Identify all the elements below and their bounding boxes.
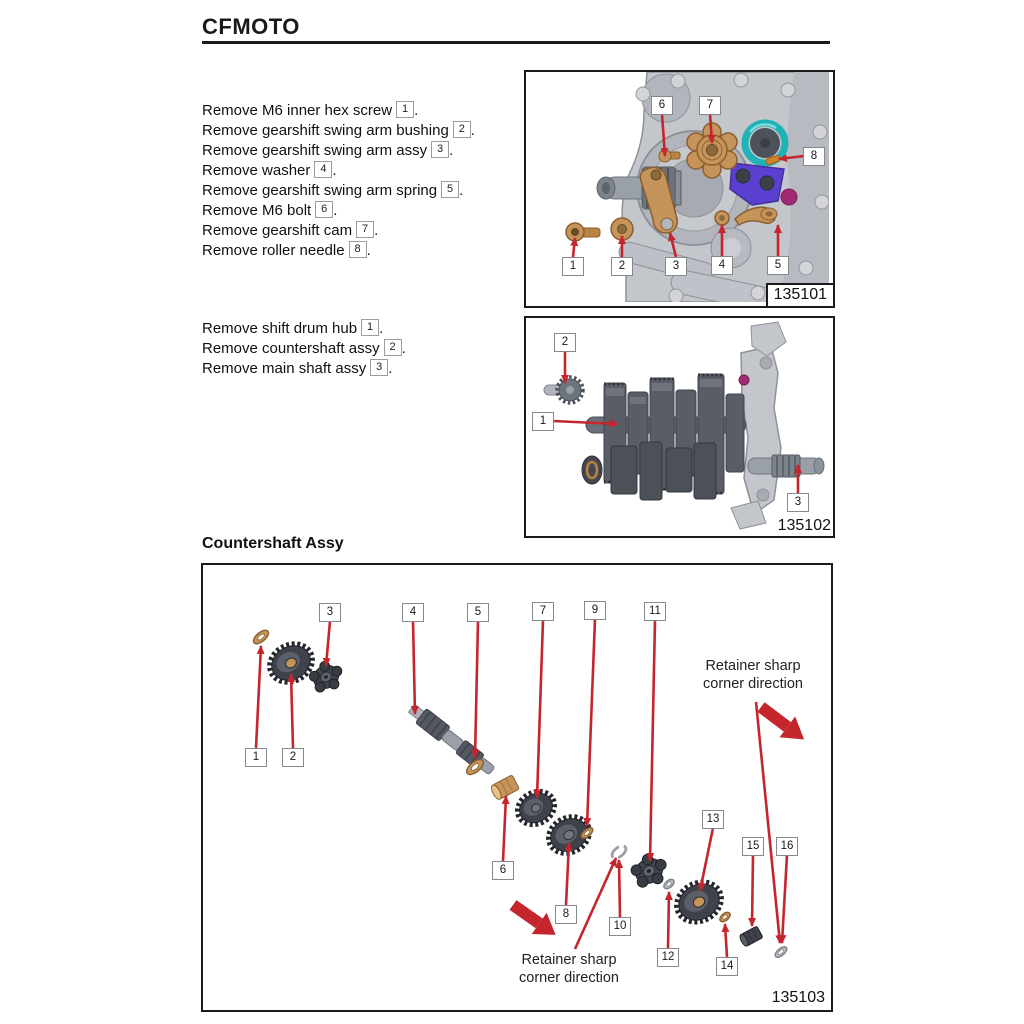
callout-arrow: [256, 646, 261, 748]
step-text: Remove M6 inner hex screw: [202, 102, 393, 119]
callout-box: 2: [554, 333, 576, 352]
callout-arrow: [650, 620, 655, 861]
instruction-step: [202, 339, 406, 359]
callout-arrow: [413, 621, 415, 714]
step-ref-box: 2: [453, 121, 471, 138]
callout-box: 2: [282, 748, 304, 767]
instruction-step: [202, 161, 475, 181]
step-text: Remove gearshift swing arm bushing: [202, 122, 449, 139]
step-text: Remove gearshift swing arm assy: [202, 142, 428, 159]
callout-box: 8: [803, 147, 825, 166]
retainer-note-top: Retainer sharp corner direction: [703, 658, 803, 692]
step-ref-box: 2: [384, 339, 402, 356]
callout-arrow: [475, 621, 478, 758]
figure-code-label: 135102: [777, 517, 831, 534]
step-ref-box: 5: [441, 181, 459, 198]
step-period: .: [449, 142, 454, 159]
instruction-step: [202, 101, 475, 121]
callout-box: 13: [702, 810, 724, 829]
output-shaft: [748, 455, 824, 477]
figure-gearshift-removal: [524, 70, 835, 308]
callout-arrow: [503, 796, 506, 861]
callout-arrow: [587, 619, 595, 826]
washer-part: [717, 910, 733, 924]
callout-box: 11: [644, 602, 666, 621]
callout-box: 10: [609, 917, 631, 936]
instruction-step: [202, 141, 475, 161]
step-period: .: [374, 222, 379, 239]
step-period: .: [401, 340, 406, 357]
step-text: Remove gearshift cam: [202, 222, 353, 239]
callout-arrow: [668, 892, 669, 948]
callout-box: 4: [402, 603, 424, 622]
step-period: .: [414, 102, 419, 119]
figure-countershaft-exploded: [201, 563, 833, 1012]
step-period: .: [459, 182, 464, 199]
callout-box: 3: [665, 257, 687, 276]
callout-box: 14: [716, 957, 738, 976]
step-period: .: [379, 320, 384, 337]
step-text: Remove main shaft assy: [202, 360, 367, 377]
callout-box: 1: [562, 257, 584, 276]
step-text: Remove countershaft assy: [202, 340, 380, 357]
callout-box: 15: [742, 837, 764, 856]
callout-arrow: [537, 620, 543, 798]
callout-box: 7: [699, 96, 721, 115]
instruction-step: [202, 319, 406, 339]
callout-box: 8: [555, 905, 577, 924]
counter-shaft-cluster: [582, 442, 716, 500]
instruction-step: [202, 121, 475, 141]
callout-box: 1: [245, 748, 267, 767]
shaft-part: [406, 701, 497, 778]
callout-arrow: [752, 855, 753, 926]
callout-box: 5: [467, 603, 489, 622]
gear-part: [669, 874, 729, 930]
step-ref-box: 3: [431, 141, 449, 158]
callout-arrow: [725, 924, 727, 957]
step-ref-box: 6: [315, 201, 333, 218]
instruction-step: [202, 221, 475, 241]
instruction-step: [202, 359, 406, 379]
instruction-step: [202, 181, 475, 201]
removal-steps-list-1: [202, 101, 475, 261]
step-ref-box: 3: [370, 359, 388, 376]
callout-box: 2: [611, 257, 633, 276]
step-period: .: [332, 162, 337, 179]
magenta-knob: [781, 189, 797, 205]
step-period: .: [366, 242, 371, 259]
callout-box: 4: [711, 256, 733, 275]
figure-code-label: 135101: [766, 283, 833, 306]
retainer-note-bottom: Retainer sharp corner direction: [519, 952, 619, 986]
step-text: Remove gearshift swing arm spring: [202, 182, 438, 199]
step-period: .: [470, 122, 475, 139]
removal-steps-list-2: [202, 319, 406, 379]
callout-arrow: [756, 702, 780, 943]
step-text: Remove washer: [202, 162, 311, 179]
m6-inner-hex-screw: [566, 223, 600, 241]
callout-arrow: [619, 860, 620, 917]
step-ref-box: 7: [356, 221, 374, 238]
countershaft-assy-heading: Countershaft Assy: [202, 535, 344, 552]
countershaft-diagram: [203, 565, 827, 1006]
washer-part: [249, 627, 272, 647]
callout-box: 5: [767, 256, 789, 275]
callout-box: 1: [532, 412, 554, 431]
step-ref-box: 8: [349, 241, 367, 258]
washer-part: [772, 944, 790, 960]
step-ref-box: 1: [361, 319, 379, 336]
washer-small: [715, 211, 729, 225]
instruction-step: [202, 241, 475, 261]
step-text: Remove M6 bolt: [202, 202, 312, 219]
step-period: .: [333, 202, 338, 219]
callout-box: 12: [657, 948, 679, 967]
clip-part: [609, 843, 630, 861]
callout-arrow: [782, 855, 787, 943]
title-rule: [202, 41, 830, 44]
callout-arrow: [700, 828, 713, 891]
step-text: Remove shift drum hub: [202, 320, 358, 337]
callout-arrow: [291, 674, 293, 748]
callout-box: 7: [532, 602, 554, 621]
bushing-part: [738, 926, 763, 947]
callout-box: 9: [584, 601, 606, 620]
callout-arrow: [326, 621, 330, 666]
step-period: .: [388, 360, 393, 377]
instruction-step: [202, 201, 475, 221]
bushing-part: [489, 775, 519, 801]
callout-box: 3: [787, 493, 809, 512]
callout-box: 3: [319, 603, 341, 622]
callout-box: 6: [492, 861, 514, 880]
step-ref-box: 1: [396, 101, 414, 118]
step-text: Remove roller needle: [202, 242, 345, 259]
retainer-direction-arrow-top: [753, 697, 812, 750]
figure-shaft-removal: [524, 316, 835, 538]
callout-box: 16: [776, 837, 798, 856]
step-ref-box: 4: [314, 161, 332, 178]
brand-title: CFMOTO: [202, 14, 300, 39]
callout-box: 6: [651, 96, 673, 115]
figure-code-label: 135103: [771, 989, 825, 1006]
shift-drum-hub: [544, 377, 583, 403]
